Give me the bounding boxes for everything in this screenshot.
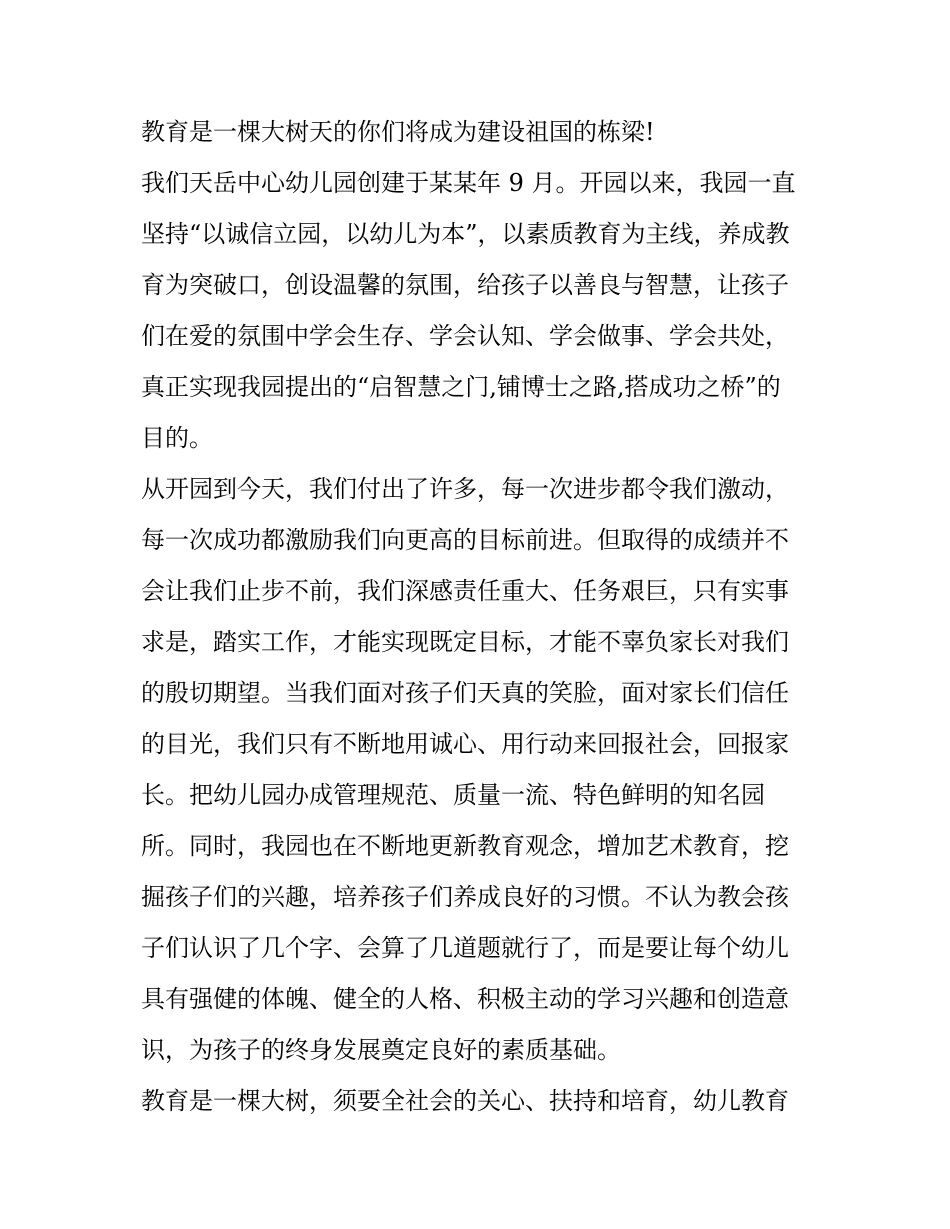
text-line: 目的。: [141, 424, 213, 452]
text-line: 育为突破口，创设温馨的氛围，给孩子以善良与智慧，让孩子: [141, 271, 789, 299]
text-line: 我们天岳中心幼儿园创建于某某年 9 月。开园以来，我园一直: [141, 169, 796, 197]
text-line: 从开园到今天，我们付出了许多，每一次进步都令我们激动，: [141, 475, 789, 503]
text-line: 识，为孩子的终身发展奠定良好的素质基础。: [141, 1036, 621, 1064]
text-line: 子们认识了几个字、会算了几道题就行了，而是要让每个幼儿: [141, 934, 789, 962]
text-line: 们在爱的氛围中学会生存、学会认知、学会做事、学会共处，: [141, 322, 789, 350]
text-line: 真正实现我园提出的“启智慧之门,铺博士之路,搭成功之桥”的: [141, 373, 781, 401]
text-line: 坚持“以诚信立园，以幼儿为本”，以素质教育为主线，养成教: [141, 220, 790, 248]
text-line: 教育是一棵大树天的你们将成为建设祖国的栋梁!: [141, 118, 655, 146]
text-line: 每一次成功都激励我们向更高的目标前进。但取得的成绩并不: [141, 526, 789, 554]
text-line: 掘孩子们的兴趣，培养孩子们养成良好的习惯。不认为教会孩: [141, 883, 789, 911]
text-line: 求是，踏实工作，才能实现既定目标，才能不辜负家长对我们: [141, 628, 789, 656]
document-body: [141, 107, 813, 1127]
text-line: 的目光，我们只有不断地用诚心、用行动来回报社会，回报家: [141, 730, 789, 758]
text-line: 的殷切期望。当我们面对孩子们天真的笑脸，面对家长们信任: [141, 679, 789, 707]
text-line: 长。把幼儿园办成管理规范、质量一流、特色鲜明的知名园: [141, 781, 765, 809]
text-line: 所。同时，我园也在不断地更新教育观念，增加艺术教育，挖: [141, 832, 789, 860]
text-line: 具有强健的体魄、健全的人格、积极主动的学习兴趣和创造意: [141, 985, 789, 1013]
text-line: 会让我们止步不前，我们深感责任重大、任务艰巨，只有实事: [141, 577, 789, 605]
text-line: 教育是一棵大树，须要全社会的关心、扶持和培育，幼儿教育: [141, 1087, 789, 1115]
